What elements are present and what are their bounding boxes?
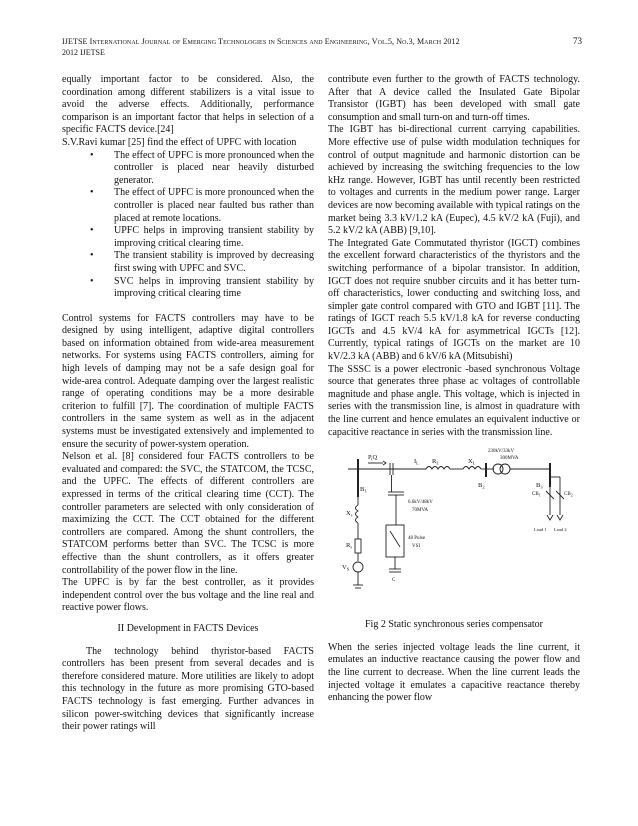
- paragraph: The UPFC is by far the best controller, as it provides independent control over the bus voltage and the line real and reactive power flows.: [62, 577, 314, 614]
- right-column: [328, 74, 580, 705]
- bullet-icon: •: [90, 250, 94, 262]
- paragraph: Nelson et al. [8] considered four FACTS controllers to be evaluated and compared: the SVC, the STATCOM, the TCSC, and the UPFC. The effects of different controllers are expressed in terms of the critical clearing time (CCT). The controller parameters are selected with only consideration of maximizing the CCT. The CCT obtained for the different controllers are compared. Among the shunt controllers, the STATCOM performs better than SVC. The TCSC is more effective than the shunt controllers, as it offers greater controllability of the power flow in the line.: [62, 451, 314, 576]
- paragraph: S.V.Ravi kumar [25] find the effect of UPFC with location: [62, 136, 297, 148]
- journal-title: IJETSE International Journal of Emerging Technologies in Sciences and Engineering, Vol.5, No.3, March 2012: [62, 37, 460, 46]
- bullet-item: • The transient stability is improved by decreasing first swing with UPFC and SVC.: [90, 250, 314, 274]
- bullet-icon: •: [90, 187, 94, 199]
- figure-caption: Fig 2 Static synchronous series compensator: [364, 619, 544, 631]
- paragraph: equally important factor to be considered. Also, the coordination among different stabilizers is a vital issue to avoid the adverse effects. Additionally, performance comparison is an important factor that helps in selection of a specific FACTS device.[24]: [62, 74, 314, 136]
- left-column: [62, 74, 314, 734]
- rl-label: $R_L$: [432, 458, 440, 466]
- load2-label: Load 2: [554, 527, 567, 533]
- paragraph: The technology behind thyristor-based FACTS controllers has been present from several decades and is therefore considered mature. More utilities are likely to adopt this technology in the future as more promising GTO-based FACTS technology is fast emerging. Further advances in silicon power-switching devices that significantly increase their power ratings will: [62, 645, 314, 733]
- injection-transformer-power: 70MVA: [412, 508, 429, 514]
- sssc-circuit-figure: [328, 447, 580, 617]
- paragraph: The Integrated Gate Commutated thyristor (IGCT) combines the excellent forward characteristics of the thyristors and the switching performance of a bipolar transistor. In addition, IGCT does not require snubber circuits and it has better turn-off characteristics, lower conducting and switching loss, and simpler gate control compared with GTO and IGBT [11]. The ratings of IGCT reach 5.5 kV/1.8 kA for reverse conducting IGCTs and 4.5 kV/4 kA for asymmetrical IGCTs [12]. Currently, typical ratings of IGCTs on the market are 10 kV/2.3 kA (ABB) and 6 kV/6 kA (Mitsubishi): [328, 237, 580, 363]
- rs-label: $R_s$: [346, 542, 353, 550]
- bus3-label: $B_3$: [536, 482, 543, 490]
- bus1-label: $B_1$: [360, 486, 367, 494]
- bullet-list: [62, 150, 314, 301]
- cb1-label: $CB_1$: [532, 492, 541, 498]
- section-heading: II Development in FACTS Devices: [117, 622, 259, 634]
- bullet-item: • SVC helps in improving transient stability by improving critical clearing time: [90, 275, 314, 300]
- capacitor-label: C: [392, 578, 396, 584]
- main-transformer-power: 300MVA: [500, 456, 519, 462]
- bullet-item: • UPFC helps in improving transient stability by improving critical clearing time.: [90, 225, 314, 249]
- vs-label: $V_S$: [342, 564, 350, 572]
- copyright: 2012 IJETSE: [62, 48, 105, 57]
- circuit-diagram: [328, 447, 580, 617]
- cb2-label: $CB_2$: [564, 492, 573, 498]
- page-header: [62, 36, 582, 58]
- bullet-icon: •: [90, 149, 94, 161]
- bus2-label: $B_2$: [478, 482, 485, 490]
- paragraph: The SSSC is a power electronic -based synchronous Voltage source that generates three phase ac voltages of controllable magnitude and phase angle. This voltage, which is injected in series with the transmission line, is almost in quadrature with the line current and hence emulates an equivalent inductive or capacitive reactance in series with the transmission line.: [328, 363, 580, 438]
- xl-label: $X_L$: [468, 458, 476, 466]
- page-number: 73: [573, 36, 582, 46]
- bullet-item: • The effect of UPFC is more pronounced when the controller is placed near heavily disturbed generator.: [90, 149, 314, 186]
- paragraph: The IGBT has bi-directional current carrying capabilities. More effective use of pulse width modulation techniques for control of output magnitude and harmonic distortion can be achieved by increasing the switching frequencies to the low kHz range. However, IGBT has until recently been restricted to voltages and currents in the medium power range. Larger devices are now becoming available with typical ratings on the market being 3.3 kV/1.2 kA (Eupec), 4.5 kV/2 kA (Fuji), and 5.2 kV/2 kA (ABB) [9,10].: [328, 124, 580, 237]
- vsi-label-2: VSI: [412, 544, 421, 550]
- paragraph: Control systems for FACTS controllers may have to be designed by using intelligent, adaptive digital controllers based on information obtained from wide-area measurement networks. For systems using FACTS controllers, aiming for high levels of damping may not be a safe design goal for wide-area control. Adequate damping over the largest realistic range of operating conditions may be a more desirable criterion to fulfill [7]. The coordination of multiple FACTS controllers in the same system as well as in the adjacent systems must be investigated extensively and implemented to ensure the security of power-system operation.: [62, 312, 314, 450]
- pq-label: P,Q: [368, 454, 378, 462]
- bullet-icon: •: [90, 275, 94, 287]
- bullet-item: • The effect of UPFC is more pronounced when the controller is placed near faulted bus rather than placed at remote locations.: [90, 187, 314, 224]
- vsi-label: 48 Pulse: [408, 536, 426, 542]
- paragraph: When the series injected voltage leads the line current, it emulates an inductive reactance causing the power flow and the line current to decrease. When the line current leads the injected voltage it emulates a capacitive reactance thereby enhancing the power flow: [328, 641, 580, 704]
- load1-label: Load 1: [534, 527, 547, 533]
- il-label: $I_L$: [414, 458, 419, 466]
- main-transformer-rating: 230kV/33kV: [488, 449, 515, 455]
- paragraph: contribute even further to the growth of FACTS technology. After that A device called the Insulated Gate Bipolar Transistor (IGBT) has been developed with small gate consumption and small turn-on and turn-off times.: [328, 74, 580, 123]
- injection-transformer-rating: 6.6kV/48kV: [408, 500, 433, 506]
- xs-label: $X_s$: [346, 510, 353, 518]
- bullet-icon: •: [90, 225, 94, 237]
